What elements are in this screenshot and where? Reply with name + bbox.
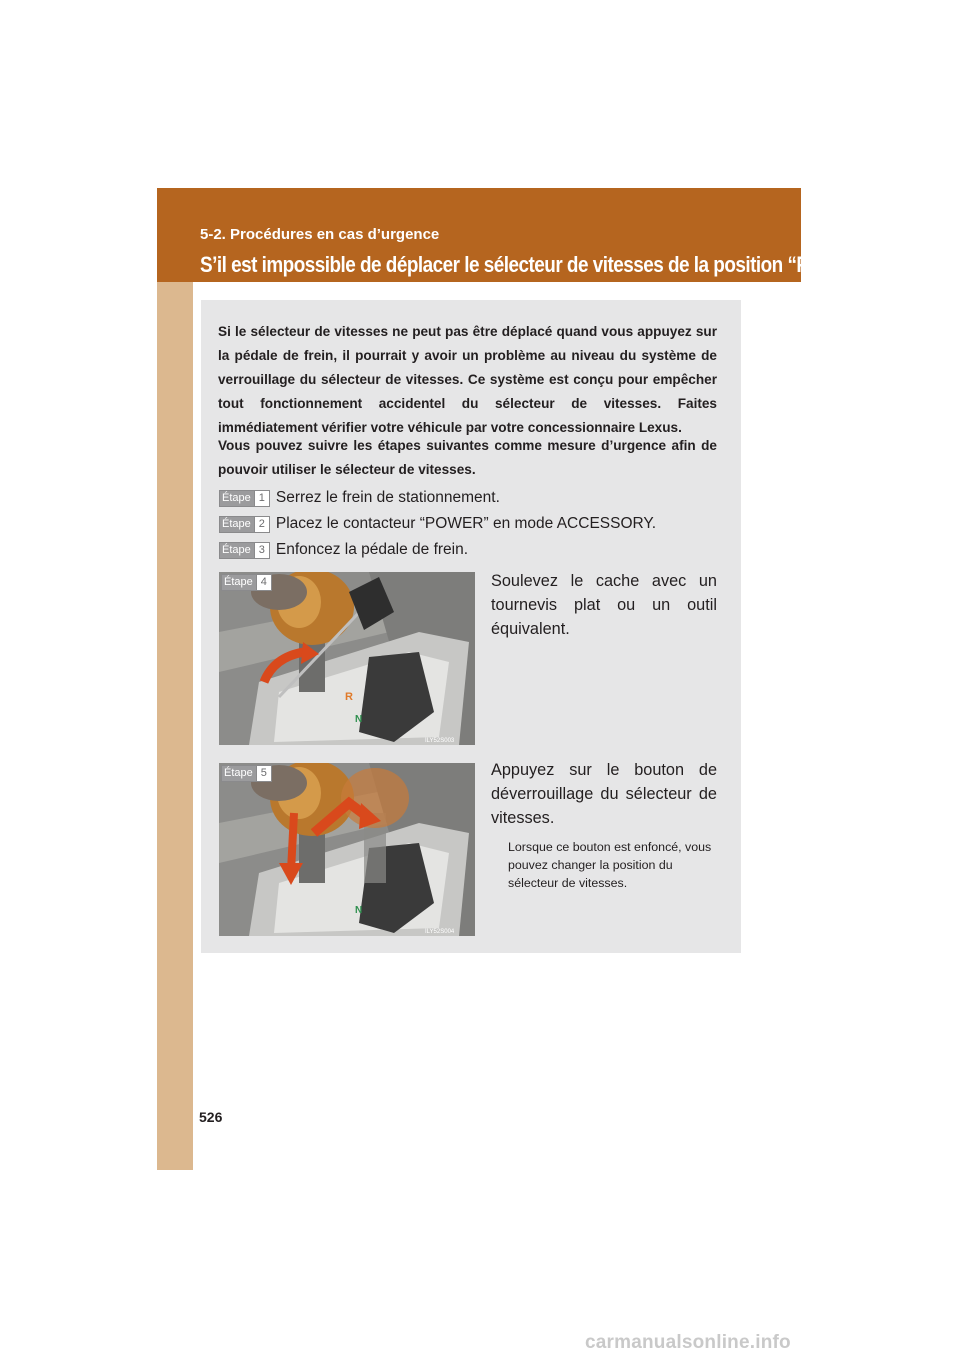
step-5-illustration (219, 763, 475, 936)
page-number: 526 (199, 1109, 223, 1125)
image-code: ILY52S003 (425, 738, 455, 744)
step-text: Enfoncez la pédale de frein. (275, 541, 469, 558)
shift-lever-screwdriver-illustration (219, 572, 475, 745)
step-badge: Étape 4 (221, 574, 272, 591)
step-4-illustration (219, 572, 475, 745)
step-badge: Étape 1 (219, 490, 270, 507)
step-5-note: Lorsque ce bouton est enfoncé, vous pouvez changer la position du sélecteur de vitesses. (508, 840, 712, 890)
step-4-text: Soulevez le cache avec un tournevis plat ou un outil équivalent. (491, 572, 717, 638)
svg-text:N: N (355, 905, 363, 916)
intro-paragraph-2: Vous pouvez suivre les étapes suivantes comme mesure d’urgence afin de pouvoir utiliser le sélecteur de vitesses. (218, 438, 717, 477)
svg-text:N: N (355, 714, 363, 725)
shift-lever-release-illustration (219, 763, 475, 936)
section-label: 5-2. Procédures en cas d’urgence (200, 226, 440, 243)
step-5-text: Appuyez sur le bouton de déverrouillage du sélecteur de vitesses. (491, 761, 717, 827)
step-text: Serrez le frein de stationnement. (275, 489, 500, 506)
step-badge: Étape 2 (219, 516, 270, 533)
side-tab-bar (157, 188, 193, 1170)
step-3 (219, 541, 468, 559)
image-code: ILY52S004 (425, 929, 455, 935)
step-badge: Étape 3 (219, 542, 270, 559)
page-title: S’il est impossible de déplacer le sélecteur de vitesses de la position “P” (200, 252, 818, 277)
svg-text:R: R (345, 691, 353, 703)
step-1 (219, 489, 500, 507)
step-badge: Étape 5 (221, 765, 272, 782)
step-text: Placez le contacteur “POWER” en mode ACCESSORY. (275, 515, 657, 532)
step-2 (219, 515, 656, 533)
watermark: carmanualsonline.info (585, 1332, 791, 1353)
intro-paragraph-1: Si le sélecteur de vitesses ne peut pas être déplacé quand vous appuyez sur la pédale de frein, il pourrait y avoir un problème au niveau du système de verrouillage du sélecteur de vitesses. Ce système est conçu pour empêcher tout fonctionnement accidentel du sélecteur de vitesses. Faites immédiatement vérifier votre véhicule par votre concessionnaire Lexus. (218, 324, 717, 435)
